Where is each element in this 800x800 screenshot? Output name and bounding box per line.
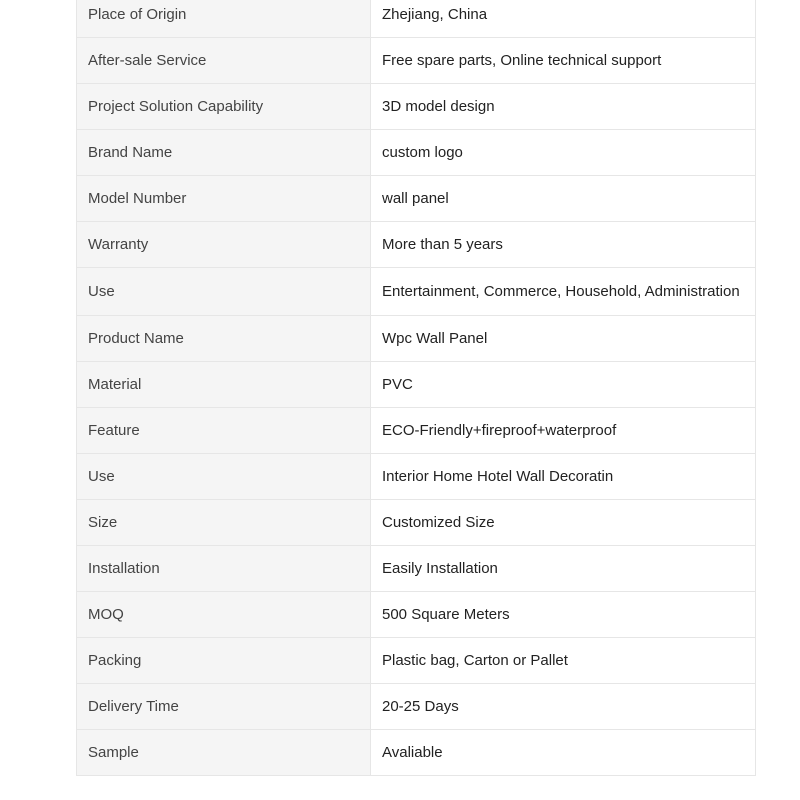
spec-value: 20-25 Days bbox=[371, 684, 756, 730]
table-row bbox=[77, 38, 756, 84]
table-row bbox=[77, 222, 756, 268]
spec-value: Interior Home Hotel Wall Decoratin bbox=[371, 454, 756, 500]
spec-value: More than 5 years bbox=[371, 222, 756, 268]
spec-key: Packing bbox=[77, 638, 371, 684]
spec-key: After-sale Service bbox=[77, 38, 371, 84]
spec-value: Avaliable bbox=[371, 730, 756, 776]
spec-key: Product Name bbox=[77, 316, 371, 362]
table-row bbox=[77, 0, 756, 38]
spec-key: Size bbox=[77, 500, 371, 546]
spec-key: MOQ bbox=[77, 592, 371, 638]
spec-value: 500 Square Meters bbox=[371, 592, 756, 638]
product-spec-table bbox=[76, 0, 756, 776]
table-row bbox=[77, 684, 756, 730]
table-row bbox=[77, 176, 756, 222]
spec-key: Use bbox=[77, 268, 371, 316]
spec-key: Brand Name bbox=[77, 130, 371, 176]
spec-key: Warranty bbox=[77, 222, 371, 268]
table-row bbox=[77, 454, 756, 500]
spec-value: Zhejiang, China bbox=[371, 0, 756, 38]
table-row bbox=[77, 130, 756, 176]
table-row bbox=[77, 730, 756, 776]
table-row bbox=[77, 500, 756, 546]
table-row bbox=[77, 268, 756, 316]
spec-value: Plastic bag, Carton or Pallet bbox=[371, 638, 756, 684]
spec-value: PVC bbox=[371, 362, 756, 408]
spec-value: Customized Size bbox=[371, 500, 756, 546]
table-row bbox=[77, 362, 756, 408]
spec-key: Use bbox=[77, 454, 371, 500]
spec-table-body bbox=[77, 0, 756, 776]
spec-value: ECO-Friendly+fireproof+waterproof bbox=[371, 408, 756, 454]
table-row bbox=[77, 84, 756, 130]
spec-key: Installation bbox=[77, 546, 371, 592]
spec-value: Wpc Wall Panel bbox=[371, 316, 756, 362]
spec-value: custom logo bbox=[371, 130, 756, 176]
spec-key: Project Solution Capability bbox=[77, 84, 371, 130]
table-row bbox=[77, 638, 756, 684]
table-row bbox=[77, 316, 756, 362]
table-row bbox=[77, 546, 756, 592]
spec-value: 3D model design bbox=[371, 84, 756, 130]
table-row bbox=[77, 408, 756, 454]
spec-key: Material bbox=[77, 362, 371, 408]
spec-key: Feature bbox=[77, 408, 371, 454]
spec-value: wall panel bbox=[371, 176, 756, 222]
spec-key: Delivery Time bbox=[77, 684, 371, 730]
spec-value: Free spare parts, Online technical support bbox=[371, 38, 756, 84]
spec-key: Place of Origin bbox=[77, 0, 371, 38]
spec-key: Model Number bbox=[77, 176, 371, 222]
table-row bbox=[77, 592, 756, 638]
spec-value: Entertainment, Commerce, Household, Administration bbox=[371, 268, 756, 316]
spec-value: Easily Installation bbox=[371, 546, 756, 592]
spec-key: Sample bbox=[77, 730, 371, 776]
